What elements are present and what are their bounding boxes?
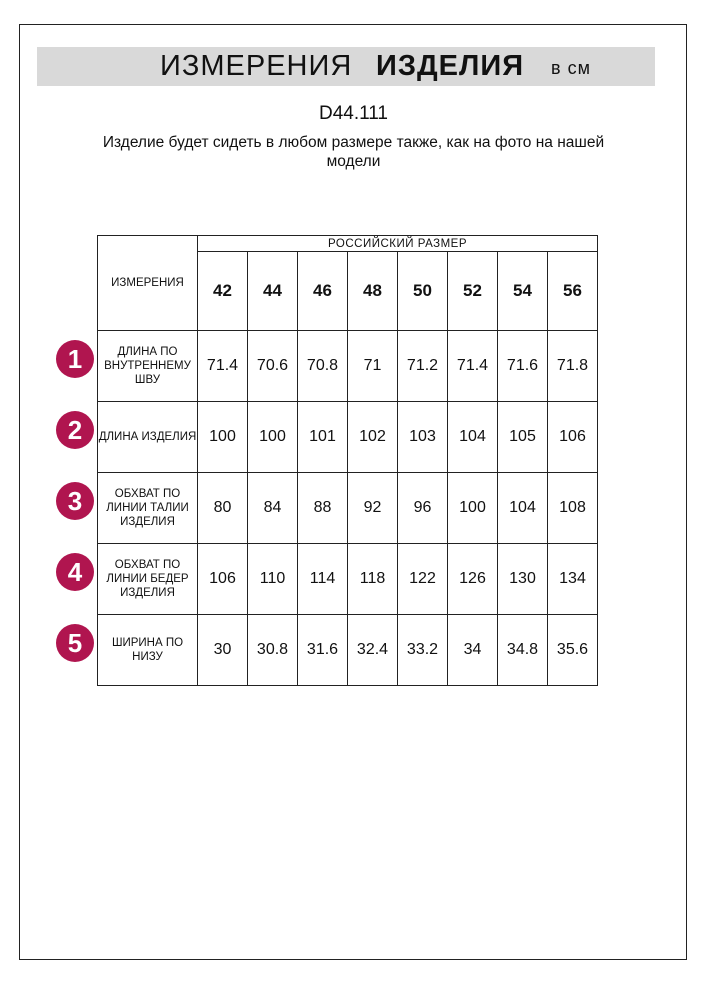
table-cell: 35.6 bbox=[548, 615, 598, 686]
table-cell: 70.6 bbox=[248, 331, 298, 402]
table-cell: 118 bbox=[348, 544, 398, 615]
table-cell: 71.6 bbox=[498, 331, 548, 402]
table-cell: 80 bbox=[198, 473, 248, 544]
article-number: D44.111 bbox=[318, 103, 388, 124]
table-cell: 70.8 bbox=[298, 331, 348, 402]
table-cell: 100 bbox=[448, 473, 498, 544]
table-row bbox=[98, 402, 598, 473]
size-header: 54 bbox=[498, 252, 548, 331]
table-cell: 30.8 bbox=[248, 615, 298, 686]
table-row bbox=[98, 331, 598, 402]
size-header: 56 bbox=[548, 252, 598, 331]
table-cell: 110 bbox=[248, 544, 298, 615]
table-cell: 34.8 bbox=[498, 615, 548, 686]
fit-note: Изделие будет сидеть в любом размере также, как на фото на нашей модели bbox=[102, 134, 605, 170]
corner-label: ИЗМЕРЕНИЯ bbox=[98, 236, 198, 331]
table-cell: 100 bbox=[198, 402, 248, 473]
row-label: ДЛИНА ИЗДЕЛИЯ bbox=[98, 402, 198, 473]
table-row bbox=[98, 544, 598, 615]
size-header: 44 bbox=[248, 252, 298, 331]
size-header: 52 bbox=[448, 252, 498, 331]
size-table bbox=[97, 235, 598, 686]
size-header: 50 bbox=[398, 252, 448, 331]
table-cell: 130 bbox=[498, 544, 548, 615]
table-cell: 88 bbox=[298, 473, 348, 544]
table-cell: 106 bbox=[198, 544, 248, 615]
header-title-garment: ИЗДЕЛИЯ bbox=[376, 50, 525, 82]
table-cell: 32.4 bbox=[348, 615, 398, 686]
table-cell: 104 bbox=[498, 473, 548, 544]
table-cell: 134 bbox=[548, 544, 598, 615]
table-cell: 71.4 bbox=[448, 331, 498, 402]
row-number-badge: 1 bbox=[56, 340, 94, 378]
table-cell: 33.2 bbox=[398, 615, 448, 686]
table-cell: 122 bbox=[398, 544, 448, 615]
size-header: 46 bbox=[298, 252, 348, 331]
table-cell: 102 bbox=[348, 402, 398, 473]
table-header-row-group bbox=[98, 236, 598, 252]
table-cell: 34 bbox=[448, 615, 498, 686]
table-cell: 84 bbox=[248, 473, 298, 544]
table-cell: 71.8 bbox=[548, 331, 598, 402]
header-unit: в см bbox=[551, 58, 591, 78]
size-group-header: РОССИЙСКИЙ РАЗМЕР bbox=[198, 236, 598, 252]
row-number-badge: 2 bbox=[56, 411, 94, 449]
table-cell: 114 bbox=[298, 544, 348, 615]
table-cell: 126 bbox=[448, 544, 498, 615]
table-cell: 103 bbox=[398, 402, 448, 473]
table-row bbox=[98, 473, 598, 544]
size-header: 42 bbox=[198, 252, 248, 331]
table-cell: 101 bbox=[298, 402, 348, 473]
row-number-badge: 3 bbox=[56, 482, 94, 520]
table-cell: 92 bbox=[348, 473, 398, 544]
row-label: ДЛИНА ПО ВНУТРЕННЕМУ ШВУ bbox=[98, 331, 198, 402]
table-cell: 96 bbox=[398, 473, 448, 544]
table-cell: 106 bbox=[548, 402, 598, 473]
header-title-measurements: ИЗМЕРЕНИЯ bbox=[160, 50, 353, 82]
table-cell: 108 bbox=[548, 473, 598, 544]
table-cell: 105 bbox=[498, 402, 548, 473]
table-cell: 104 bbox=[448, 402, 498, 473]
row-number-badge: 5 bbox=[56, 624, 94, 662]
row-label: ШИРИНА ПО НИЗУ bbox=[98, 615, 198, 686]
table-cell: 100 bbox=[248, 402, 298, 473]
table-row bbox=[98, 615, 598, 686]
table-cell: 31.6 bbox=[298, 615, 348, 686]
table-cell: 71.2 bbox=[398, 331, 448, 402]
size-header: 48 bbox=[348, 252, 398, 331]
table-cell: 71 bbox=[348, 331, 398, 402]
row-label: ОБХВАТ ПО ЛИНИИ ТАЛИИ ИЗДЕЛИЯ bbox=[98, 473, 198, 544]
row-label: ОБХВАТ ПО ЛИНИИ БЕДЕР ИЗДЕЛИЯ bbox=[98, 544, 198, 615]
table-cell: 71.4 bbox=[198, 331, 248, 402]
table-cell: 30 bbox=[198, 615, 248, 686]
row-number-badge: 4 bbox=[56, 553, 94, 591]
